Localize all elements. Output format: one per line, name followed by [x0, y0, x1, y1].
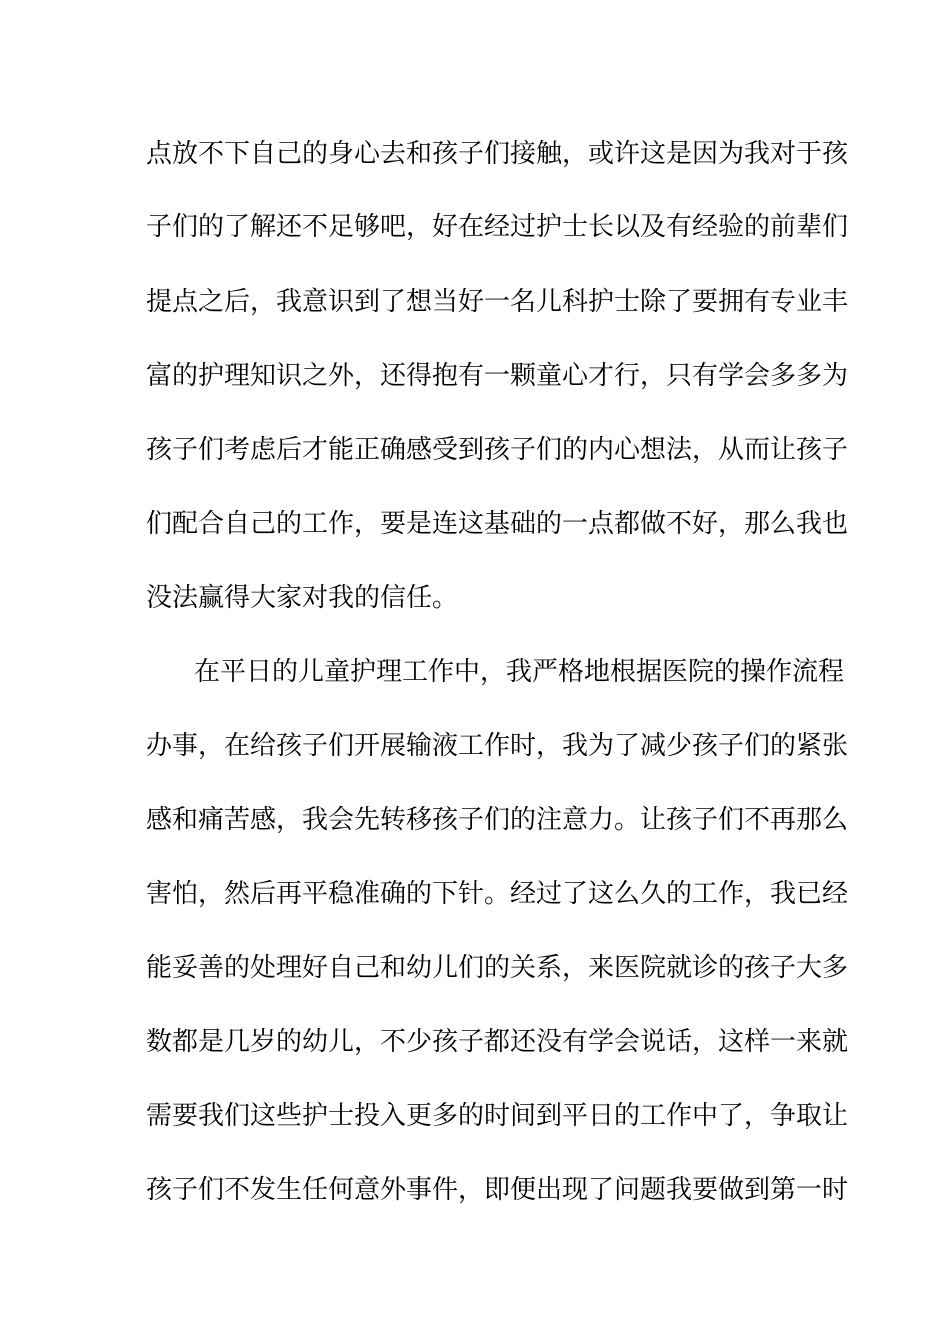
text-line: 们配合自己的工作，要是连这基础的一点都做不好，那么我也 — [146, 509, 849, 539]
text-line: 没法赢得大家对我的信任。 — [146, 583, 459, 613]
text-line: 富的护理知识之外，还得抱有一颗童心才行，只有学会多多为 — [146, 361, 849, 391]
paragraph-first-line: 在平日的儿童护理工作中，我严格地根据医院的操作流程 — [194, 657, 845, 687]
text-line: 害怕，然后再平稳准确的下针。经过了这么久的工作，我已经 — [146, 879, 849, 909]
text-line: 办事，在给孩子们开展输液工作时，我为了减少孩子们的紧张 — [146, 731, 849, 761]
text-line: 子们的了解还不足够吧，好在经过护士长以及有经验的前辈们 — [146, 212, 849, 242]
text-line: 数都是几岁的幼儿，不少孩子都还没有学会说话，这样一来就 — [146, 1027, 849, 1057]
text-line: 能妥善的处理好自己和幼儿们的关系，来医院就诊的孩子大多 — [146, 953, 849, 983]
text-line: 提点之后，我意识到了想当好一名儿科护士除了要拥有专业丰 — [146, 287, 849, 317]
text-line: 孩子们不发生任何意外事件，即便出现了问题我要做到第一时 — [146, 1175, 849, 1205]
text-line: 点放不下自己的身心去和孩子们接触，或许这是因为我对于孩 — [146, 139, 849, 169]
text-line: 孩子们考虑后才能正确感受到孩子们的内心想法，从而让孩子 — [146, 435, 849, 465]
text-line: 感和痛苦感，我会先转移孩子们的注意力。让孩子们不再那么 — [146, 805, 849, 835]
text-line: 需要我们这些护士投入更多的时间到平日的工作中了，争取让 — [146, 1101, 849, 1131]
